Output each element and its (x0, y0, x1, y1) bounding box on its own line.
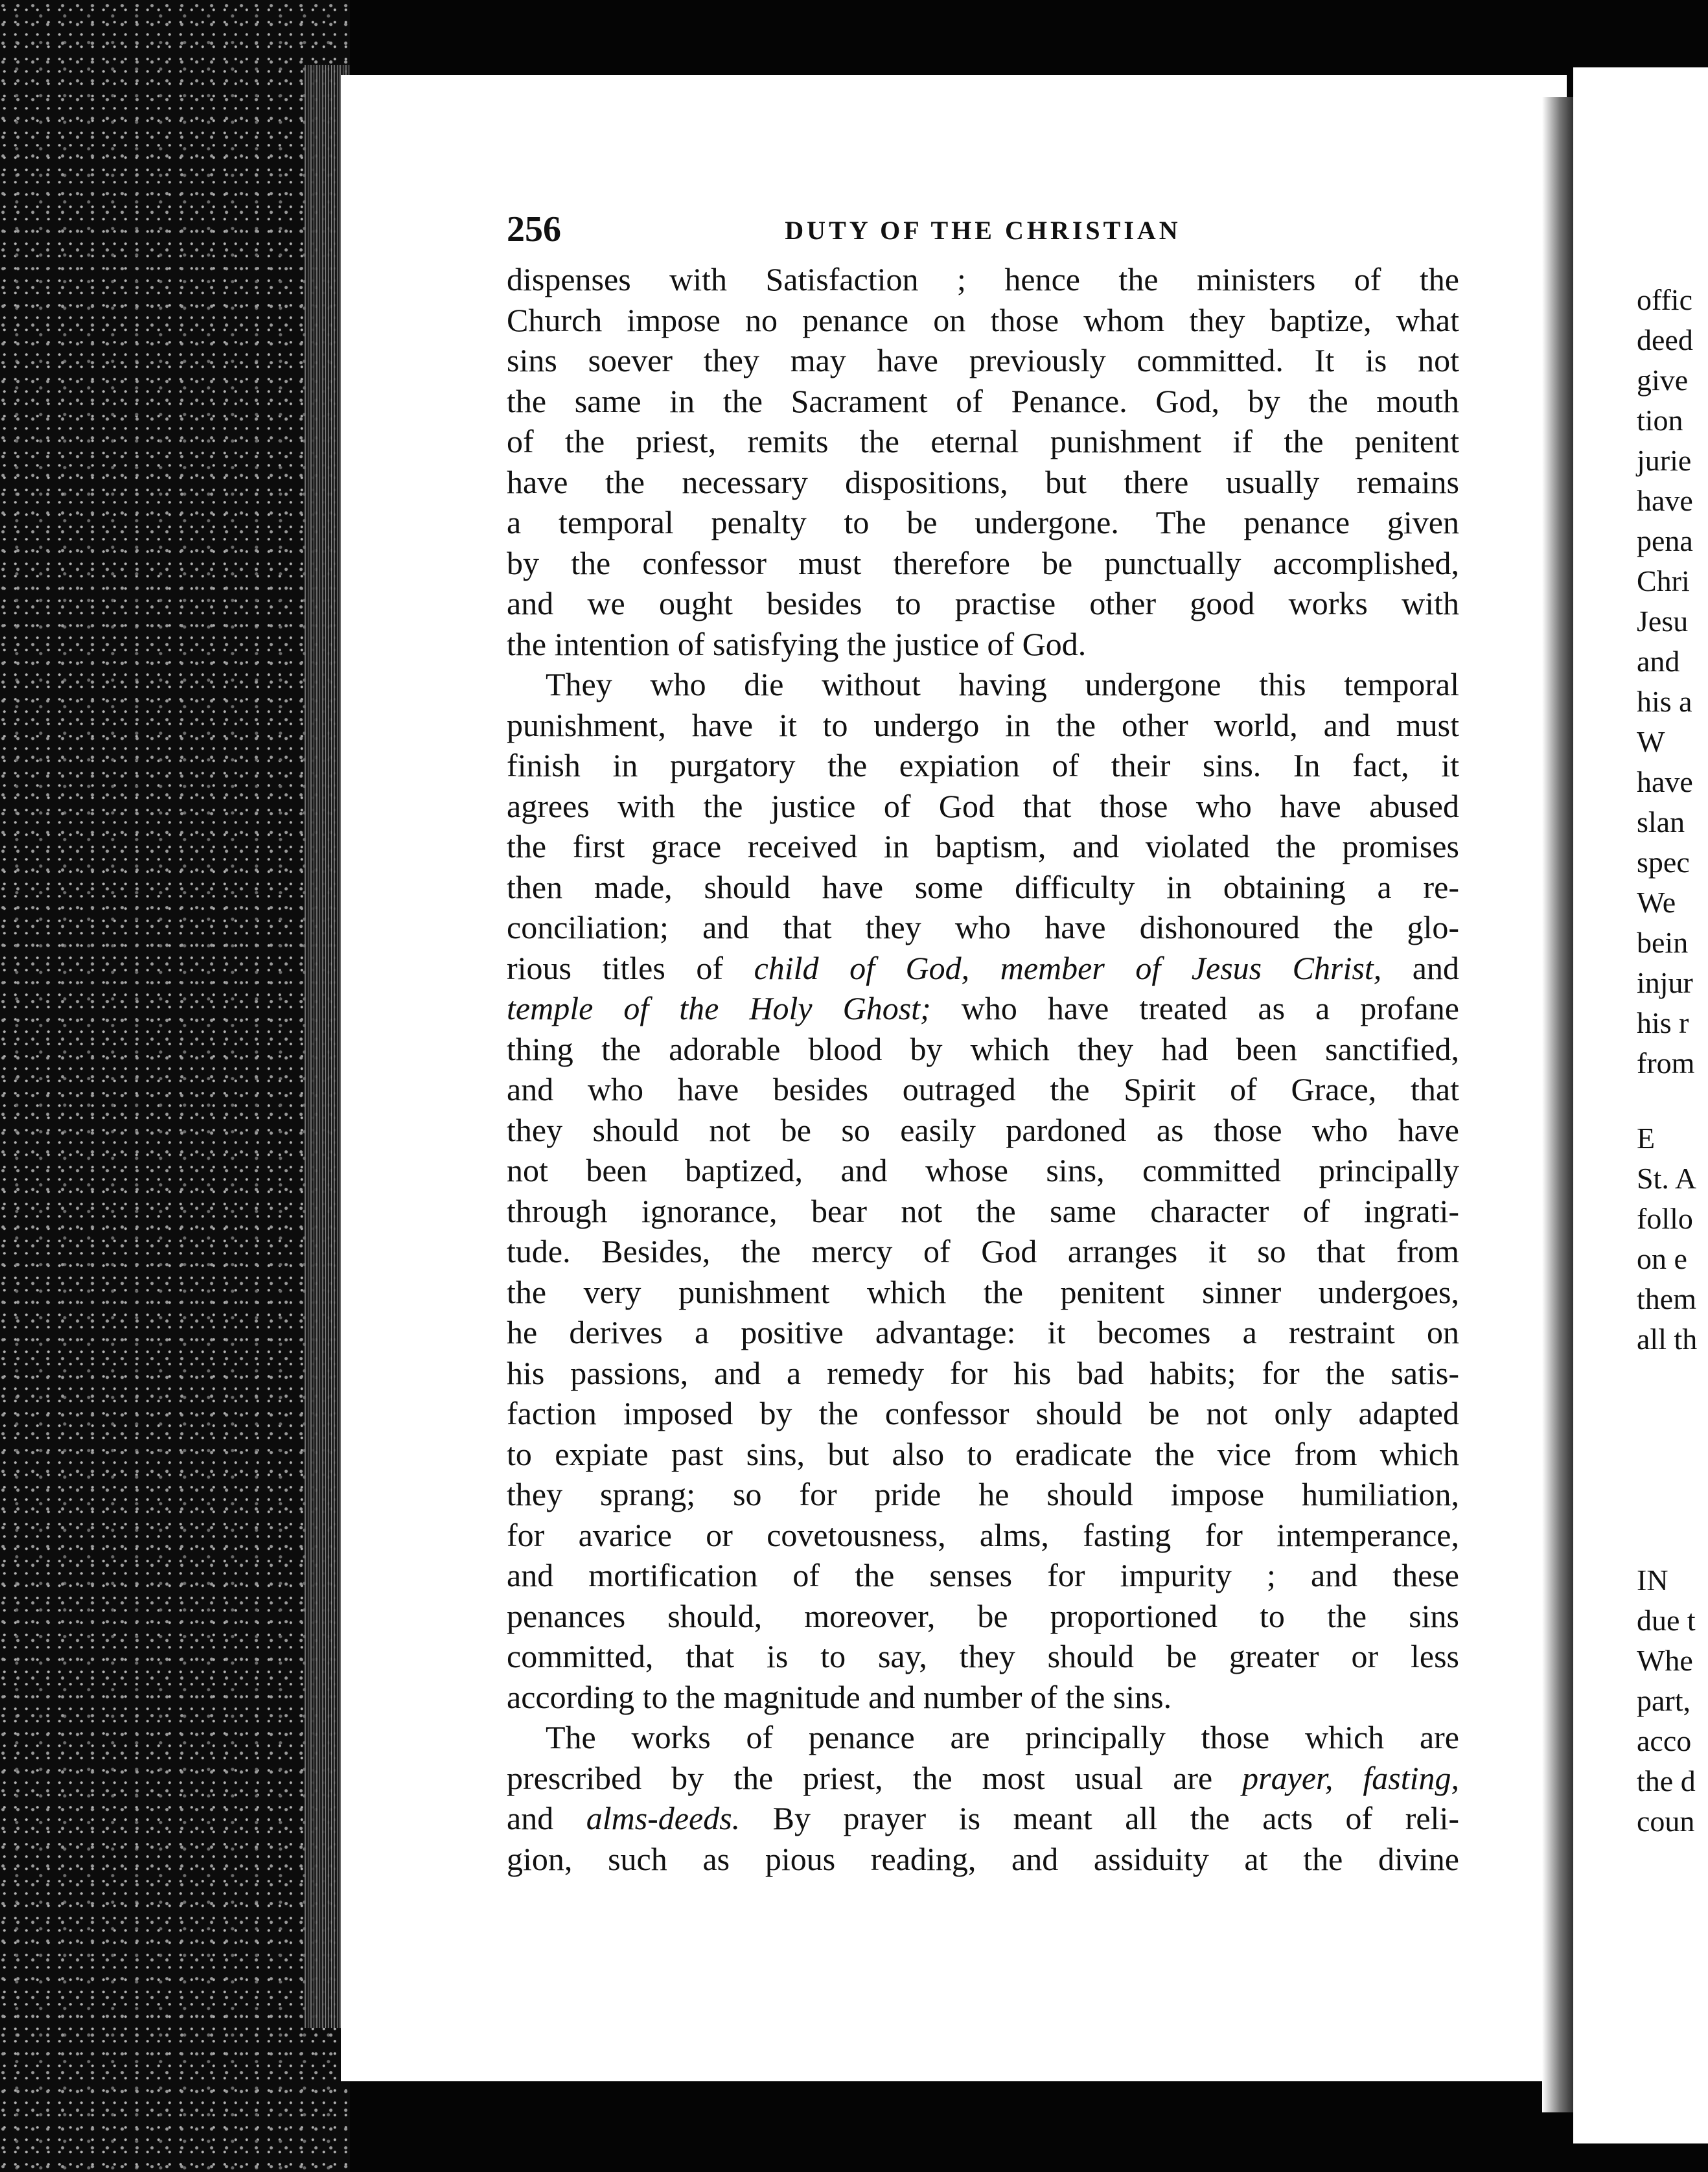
text-line: dispenses with Satisfaction ; hence the ministers of the (507, 261, 1459, 297)
text-line: and we ought besides to practise other good works with (507, 585, 1459, 621)
text-line-mixed (507, 988, 1459, 1029)
text-line: they sprang; so for pride he should impose humiliation, (507, 1476, 1459, 1512)
italic-phrase: alms-deeds. (586, 1800, 741, 1836)
spacer (1637, 1083, 1697, 1118)
fragment: bein (1637, 926, 1689, 959)
text-line: he derives a positive advantage: it becomes a restraint on (507, 1314, 1459, 1350)
italic-phrase: temple of the Holy Ghost; (507, 990, 931, 1026)
fragment: jurie (1637, 444, 1692, 477)
text-line: tude. Besides, the mercy of God arranges it so that from (507, 1233, 1459, 1269)
fragment: acco (1637, 1724, 1692, 1757)
text-line: finish in purgatory the expiation of their sins. In fact, it (507, 747, 1459, 783)
fragment: have (1637, 765, 1693, 798)
text-line: of the priest, remits the eternal punishment if the penitent (507, 423, 1459, 459)
italic-phrase: prayer, fasting, (1242, 1759, 1459, 1796)
fragment: and (1637, 645, 1680, 678)
book-gutter (1542, 97, 1575, 2112)
text-line: the same in the Sacrament of Penance. God, by the mouth (507, 382, 1459, 419)
running-head (507, 209, 1459, 248)
fragment: pena (1637, 524, 1693, 557)
text-line: through ignorance, bear not the same character of ingrati- (507, 1192, 1459, 1229)
fragment: Jesu (1637, 605, 1689, 638)
fragment: give (1637, 364, 1689, 397)
text-line: conciliation; and that they who have dishonoured the glo- (507, 909, 1459, 945)
fragment: offic (1637, 283, 1693, 316)
fragment: all th (1637, 1323, 1698, 1356)
text-line: They who die without having undergone this temporal (546, 666, 1459, 702)
text-line: punishment, have it to undergo in the other world, and must (507, 706, 1459, 743)
fragment: Whe (1637, 1644, 1693, 1677)
text-line: sins soever they may have previously committed. It is not (507, 342, 1459, 378)
scan-background (0, 0, 350, 2172)
fragment: spec (1637, 846, 1690, 879)
facing-page-text (1637, 280, 1697, 1842)
text-line-mixed (507, 1758, 1459, 1799)
fragment: E (1637, 1122, 1656, 1155)
text-line: Church impose no penance on those whom they baptize, what (507, 301, 1459, 338)
text-line: they should not be so easily pardoned as those who have (507, 1111, 1459, 1148)
fragment: them (1637, 1282, 1696, 1315)
text-line: not been baptized, and whose sins, committed principally (507, 1152, 1459, 1188)
text-line-mixed (507, 1798, 1459, 1839)
text-line: and who have besides outraged the Spirit of Grace, that (507, 1071, 1459, 1107)
text-line: the first grace received in baptism, and violated the promises (507, 828, 1459, 864)
fragment: due t (1637, 1604, 1696, 1637)
text-line: then made, should have some difficulty in obtaining a re- (507, 868, 1459, 905)
italic-phrase: child of God, member of Jesus Christ, (754, 949, 1382, 986)
fragment: deed (1637, 323, 1693, 356)
fragment: on e (1637, 1242, 1687, 1275)
fragment: have (1637, 484, 1693, 517)
body-text (507, 259, 1459, 1879)
text-line: penances should, moreover, be proportioned to the sins (507, 1597, 1459, 1634)
fragment: We (1637, 886, 1676, 919)
fragment: his r (1637, 1006, 1689, 1039)
text-line: a temporal penalty to be undergone. The penance given (507, 504, 1459, 540)
text-line: gion, such as pious reading, and assiduity at the divine (507, 1840, 1459, 1877)
text-run: By prayer is meant all the acts of reli- (740, 1800, 1459, 1836)
page-number: 256 (507, 209, 561, 249)
fragment: injur (1637, 966, 1693, 999)
spacer (1637, 1359, 1697, 1560)
text-line: agrees with the justice of God that those who have abused (507, 787, 1459, 824)
text-line: to expiate past sins, but also to eradicate the vice from which (507, 1435, 1459, 1472)
fragment: follo (1637, 1202, 1693, 1235)
text-line-mixed (507, 948, 1459, 989)
fragment: from (1637, 1046, 1695, 1080)
text-line: the very punishment which the penitent sinner undergoes, (507, 1273, 1459, 1310)
fragment: the d (1637, 1764, 1696, 1797)
text-line: thing the adorable blood by which they had been sanctified, (507, 1030, 1459, 1067)
fragment: St. A (1637, 1162, 1697, 1195)
text-run: and (507, 1800, 586, 1836)
fragment: slan (1637, 805, 1685, 838)
fragment: coun (1637, 1805, 1695, 1838)
text-line: according to the magnitude and number of the sins. (507, 1678, 1172, 1715)
fragment: tion (1637, 404, 1683, 437)
text-line: and mortification of the senses for impurity ; and these (507, 1557, 1459, 1593)
text-run: rious titles of (507, 949, 754, 986)
fragment: IN (1637, 1564, 1668, 1597)
fragment: his a (1637, 685, 1692, 718)
fragment: part, (1637, 1684, 1691, 1717)
text-line: The works of penance are principally those which are (546, 1719, 1459, 1755)
running-title: DUTY OF THE CHRISTIAN (785, 216, 1181, 245)
fragment: Chri (1637, 564, 1690, 597)
text-line: faction imposed by the confessor should be not only adapted (507, 1395, 1459, 1431)
text-run: and (1381, 949, 1459, 986)
text-line: his passions, and a remedy for his bad habits; for the satis- (507, 1354, 1459, 1391)
text-line: the intention of satisfying the justice of God. (507, 625, 1087, 662)
fragment: W (1637, 725, 1665, 758)
text-line: committed, that is to say, they should be greater or less (507, 1638, 1459, 1674)
text-run: who have treated as a profane (930, 990, 1459, 1026)
text-run: prescribed by the priest, the most usual are (507, 1759, 1243, 1796)
text-line: for avarice or covetousness, alms, fasting for intemperance, (507, 1516, 1459, 1553)
text-line: by the confessor must therefore be punctually accomplished, (507, 544, 1459, 581)
text-line: have the necessary dispositions, but there usually remains (507, 463, 1459, 500)
